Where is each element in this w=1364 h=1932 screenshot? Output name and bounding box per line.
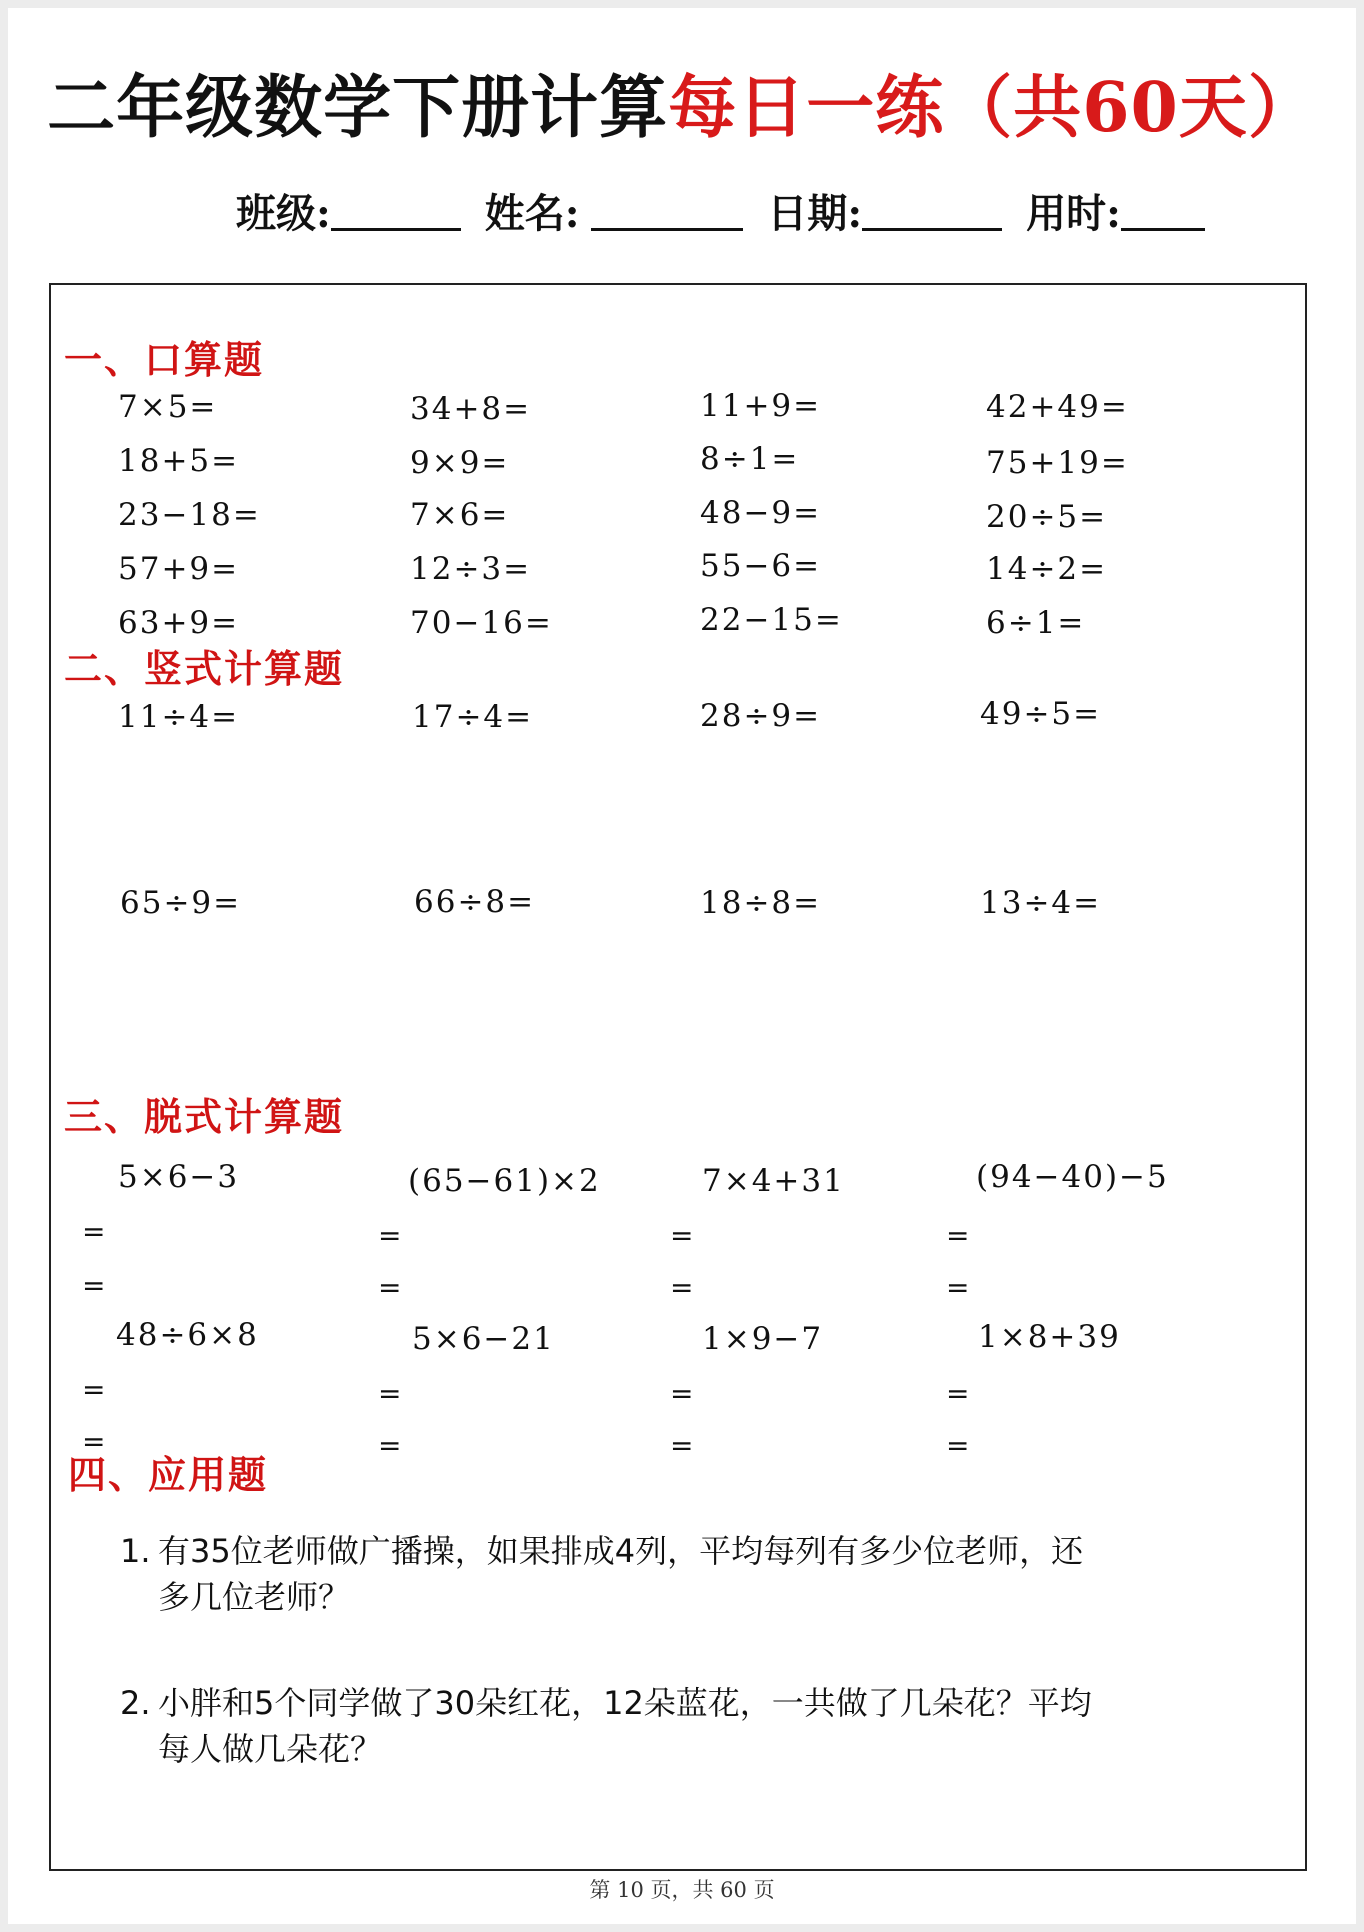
vertical-item: 66÷8= — [414, 884, 536, 920]
page-footer: 第 10 页，共 60 页 — [589, 1878, 775, 1902]
equals-line: = — [946, 1271, 970, 1304]
equals-line: = — [946, 1219, 970, 1252]
oral-item: 22−15= — [700, 602, 843, 638]
equals-line: = — [82, 1215, 106, 1248]
oral-item: 6÷1= — [986, 605, 1086, 641]
vertical-item: 11÷4= — [118, 699, 240, 735]
section-vertical-title: 二、竖式计算题 — [64, 646, 345, 691]
title-main: 二年级数学下册计算 — [47, 68, 669, 148]
section-applied-title: 四、应用题 — [68, 1452, 269, 1497]
equals-line: = — [670, 1219, 694, 1252]
equals-line: = — [670, 1271, 694, 1304]
name-field — [484, 190, 744, 237]
equals-line: = — [378, 1219, 402, 1252]
oral-item: 23−18= — [118, 497, 261, 533]
oral-item: 55−6= — [700, 548, 822, 584]
oral-item: 70−16= — [410, 605, 553, 641]
problem-text-line2: 每人做几朵花？ — [158, 1730, 383, 1768]
problem-text-line2: 多几位老师？ — [158, 1578, 351, 1616]
title-highlight: 每日一练（共60天） — [668, 68, 1317, 148]
oral-item: 48−9= — [700, 495, 822, 531]
oral-item: 63+9= — [118, 605, 240, 641]
time-label: 用时: — [1026, 190, 1121, 237]
equals-line: = — [82, 1425, 106, 1458]
section-oral-title: 一、口算题 — [64, 337, 265, 382]
oral-item: 7×6= — [410, 497, 510, 533]
equals-line: = — [378, 1271, 402, 1304]
vertical-item: 49÷5= — [980, 696, 1102, 732]
name-label: 姓名: — [484, 190, 580, 237]
problem-number: 1. — [120, 1532, 151, 1570]
stepwise-item: 5×6−21 — [412, 1321, 555, 1357]
equals-line: = — [670, 1377, 694, 1410]
oral-item: 42+49= — [986, 389, 1129, 425]
equals-line: = — [82, 1269, 106, 1302]
equals-line: = — [946, 1429, 970, 1462]
word-problem — [120, 1528, 1220, 1620]
oral-item: 20÷5= — [986, 499, 1108, 535]
oral-item: 18+5= — [118, 443, 240, 479]
equals-line: = — [946, 1377, 970, 1410]
oral-item: 34+8= — [410, 391, 532, 427]
date-blank[interactable] — [862, 194, 1002, 231]
stepwise-item: (65−61)×2 — [408, 1163, 601, 1199]
class-blank[interactable] — [331, 194, 461, 231]
name-blank[interactable] — [591, 194, 743, 231]
oral-item: 57+9= — [118, 551, 240, 587]
stepwise-item: (94−40)−5 — [976, 1159, 1169, 1195]
stepwise-item: 7×4+31 — [702, 1163, 845, 1199]
problem-text-line1: 小胖和5个同学做了30朵红花，12朵蓝花，一共做了几朵花？平均 — [158, 1684, 1092, 1722]
date-field — [767, 190, 1002, 237]
class-label: 班级: — [236, 190, 331, 237]
section-stepwise-title: 三、脱式计算题 — [64, 1094, 345, 1139]
vertical-item: 28÷9= — [700, 698, 822, 734]
stepwise-item: 5×6−3 — [118, 1159, 240, 1195]
equals-line: = — [378, 1429, 402, 1462]
vertical-item: 18÷8= — [700, 885, 822, 921]
page-title — [8, 68, 1356, 148]
student-info-row — [236, 190, 1215, 237]
vertical-item: 13÷4= — [980, 885, 1102, 921]
time-blank[interactable] — [1121, 194, 1205, 231]
vertical-item: 17÷4= — [412, 699, 534, 735]
stepwise-item: 1×8+39 — [978, 1319, 1121, 1355]
date-label: 日期: — [767, 190, 863, 237]
stepwise-item: 1×9−7 — [702, 1321, 824, 1357]
oral-item: 8÷1= — [700, 441, 800, 477]
oral-item: 7×5= — [118, 389, 218, 425]
oral-item: 75+19= — [986, 445, 1129, 481]
problem-text-line1: 有35位老师做广播操，如果排成4列，平均每列有多少位老师，还 — [158, 1532, 1084, 1570]
oral-item: 9×9= — [410, 445, 510, 481]
problem-number: 2. — [120, 1684, 151, 1722]
oral-item: 11+9= — [700, 388, 822, 424]
oral-item: 12÷3= — [410, 551, 532, 587]
equals-line: = — [670, 1429, 694, 1462]
vertical-item: 65÷9= — [120, 885, 242, 921]
equals-line: = — [378, 1377, 402, 1410]
class-field — [236, 190, 461, 237]
stepwise-item: 48÷6×8 — [116, 1317, 259, 1353]
worksheet-page — [8, 8, 1356, 1924]
equals-line: = — [82, 1373, 106, 1406]
word-problem — [120, 1680, 1220, 1772]
oral-item: 14÷2= — [986, 551, 1108, 587]
time-field — [1026, 190, 1205, 237]
